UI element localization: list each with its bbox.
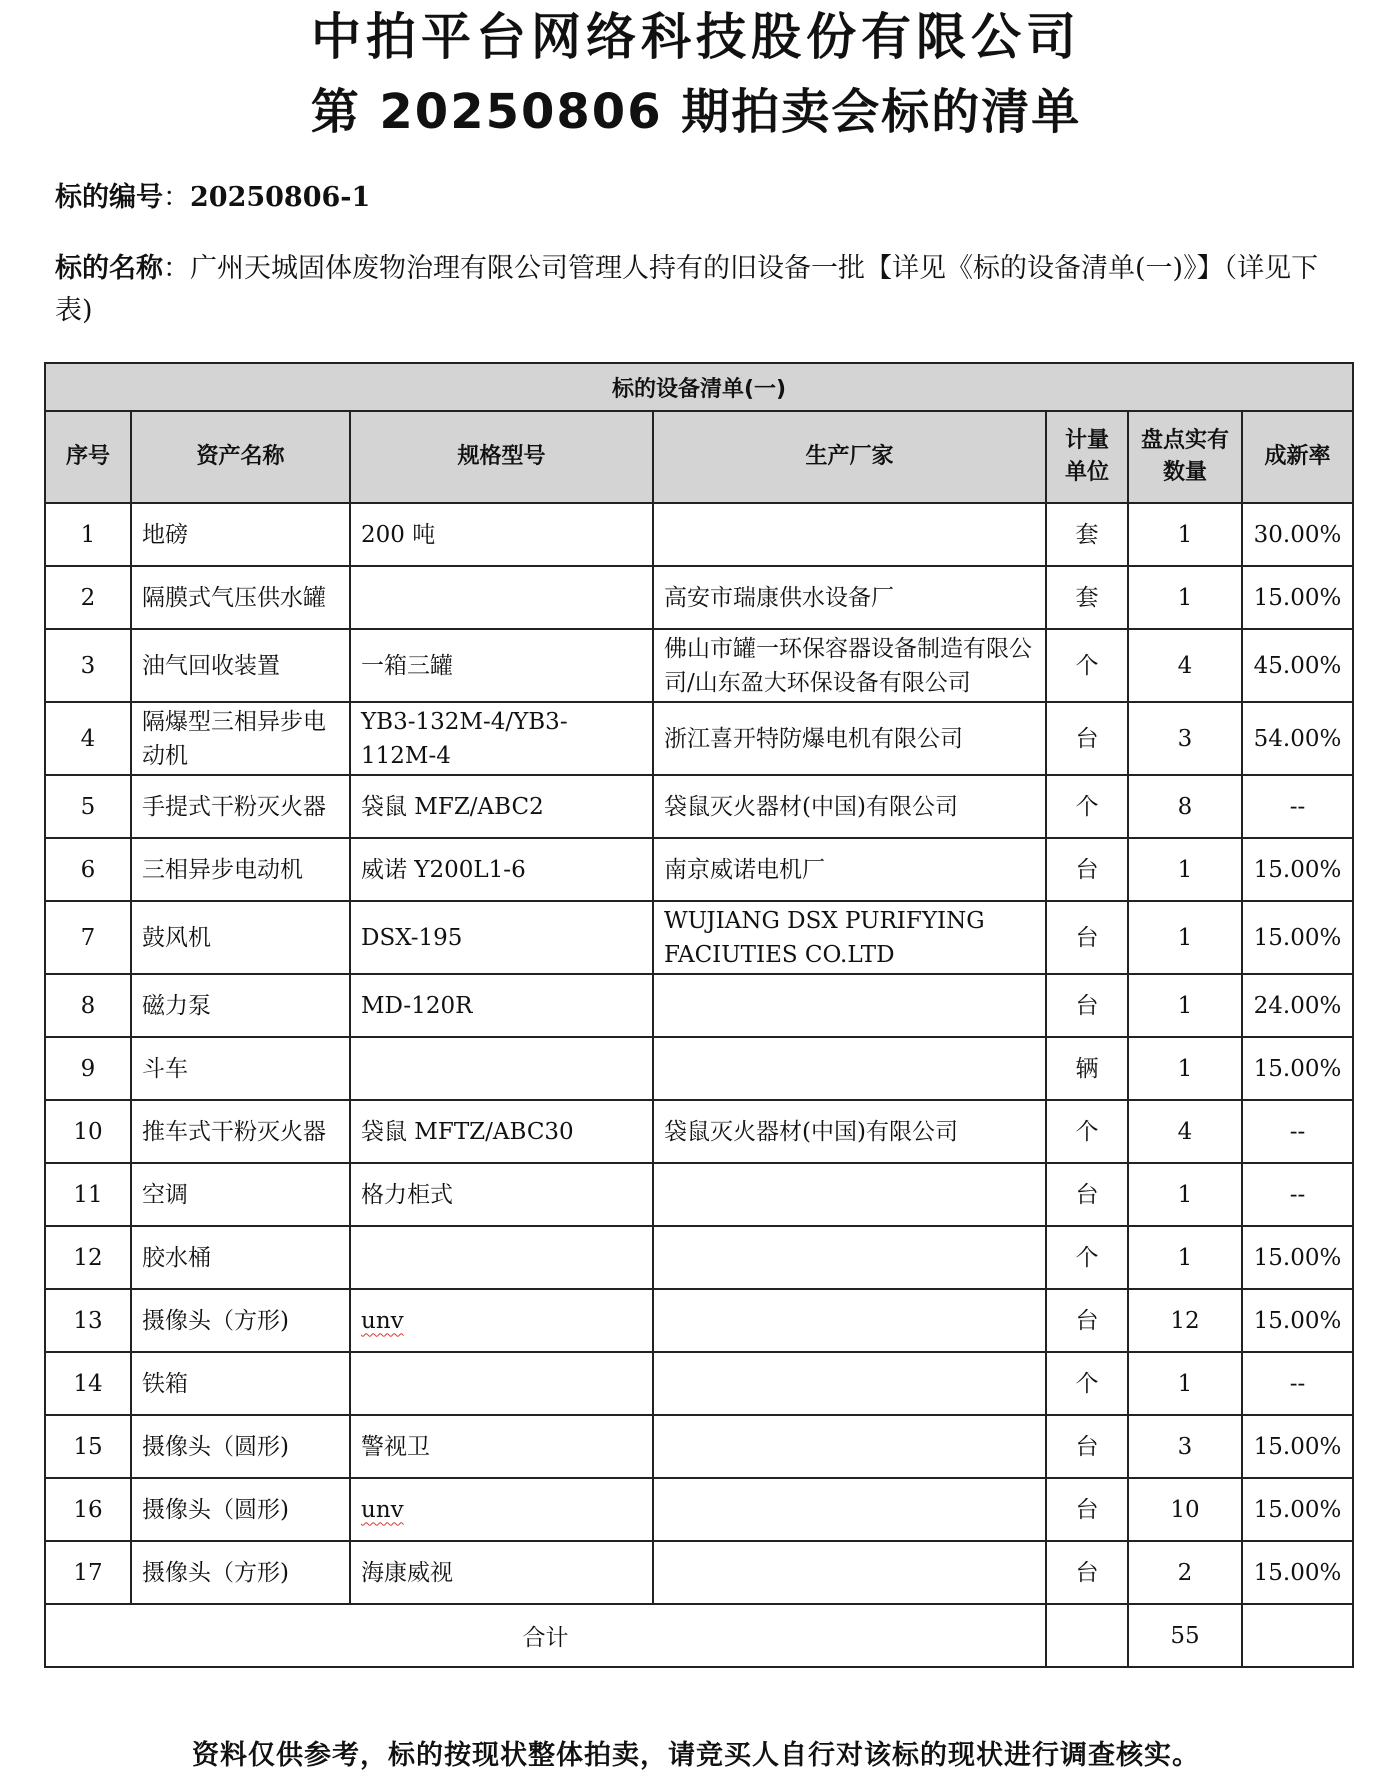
cell-qty: 1 — [1128, 1163, 1242, 1226]
cell-maker: WUJIANG DSX PURIFYING FACIUTIES CO.LTD — [653, 901, 1046, 974]
cell-qty: 2 — [1128, 1541, 1242, 1604]
cell-qty: 12 — [1128, 1289, 1242, 1352]
cell-maker — [653, 503, 1046, 566]
cell-qty: 3 — [1128, 1415, 1242, 1478]
cell-name: 铁箱 — [131, 1352, 350, 1415]
cell-model: 海康威视 — [350, 1541, 653, 1604]
cell-unit: 台 — [1046, 1163, 1128, 1226]
cell-rate: 15.00% — [1242, 1541, 1353, 1604]
cell-rate: 30.00% — [1242, 503, 1353, 566]
model-text: unv — [361, 1307, 404, 1334]
document-subtitle: 第 20250806 期拍卖会标的清单 — [310, 84, 1082, 140]
cell-maker: 佛山市罐一环保容器设备制造有限公司/山东盈大环保设备有限公司 — [653, 629, 1046, 702]
cell-rate: -- — [1242, 1163, 1353, 1226]
table-row — [45, 838, 1353, 901]
cell-name: 摄像头（圆形) — [131, 1415, 350, 1478]
cell-index: 11 — [45, 1163, 131, 1226]
cell-qty: 1 — [1128, 838, 1242, 901]
total-label: 合计 — [45, 1604, 1046, 1667]
cell-maker — [653, 1415, 1046, 1478]
cell-unit: 台 — [1046, 838, 1128, 901]
cell-maker — [653, 1352, 1046, 1415]
cell-unit: 台 — [1046, 1289, 1128, 1352]
cell-rate: 45.00% — [1242, 629, 1353, 702]
cell-index: 15 — [45, 1415, 131, 1478]
cell-unit: 辆 — [1046, 1037, 1128, 1100]
cell-qty: 3 — [1128, 702, 1242, 775]
cell-index: 3 — [45, 629, 131, 702]
cell-qty: 1 — [1128, 901, 1242, 974]
header-index: 序号 — [45, 411, 131, 503]
cell-name: 地磅 — [131, 503, 350, 566]
cell-index: 2 — [45, 566, 131, 629]
table-row — [45, 1163, 1353, 1226]
cell-maker: 袋鼠灭火器材(中国)有限公司 — [653, 1100, 1046, 1163]
table-row — [45, 901, 1353, 974]
cell-model: 袋鼠 MFTZ/ABC30 — [350, 1100, 653, 1163]
cell-name: 摄像头（圆形) — [131, 1478, 350, 1541]
header-qty: 盘点实有数量 — [1128, 411, 1242, 503]
cell-rate: -- — [1242, 1352, 1353, 1415]
cell-rate: 15.00% — [1242, 1478, 1353, 1541]
lot-name-value: 广州天城固体废物治理有限公司管理人持有的旧设备一批【详见《标的设备清单(一)》】（详见下表) — [55, 253, 1319, 326]
cell-rate: 15.00% — [1242, 901, 1353, 974]
cell-qty: 4 — [1128, 1100, 1242, 1163]
cell-unit: 个 — [1046, 775, 1128, 838]
lot-number-label: 标的编号 — [55, 182, 163, 213]
table-total-row — [45, 1604, 1353, 1667]
cell-model — [350, 1352, 653, 1415]
cell-index: 17 — [45, 1541, 131, 1604]
cell-name: 隔膜式气压供水罐 — [131, 566, 350, 629]
lot-number-sep: ： — [163, 182, 190, 213]
cell-rate: 15.00% — [1242, 838, 1353, 901]
cell-maker — [653, 1478, 1046, 1541]
cell-qty: 4 — [1128, 629, 1242, 702]
cell-index: 12 — [45, 1226, 131, 1289]
cell-rate: -- — [1242, 1100, 1353, 1163]
lot-name-label: 标的名称 — [55, 253, 163, 284]
cell-unit: 个 — [1046, 1100, 1128, 1163]
cell-name: 三相异步电动机 — [131, 838, 350, 901]
lot-number — [55, 177, 1345, 219]
cell-name: 隔爆型三相异步电动机 — [131, 702, 350, 775]
cell-maker: 高安市瑞康供水设备厂 — [653, 566, 1046, 629]
header-name: 资产名称 — [131, 411, 350, 503]
header-rate: 成新率 — [1242, 411, 1353, 503]
cell-maker — [653, 1163, 1046, 1226]
table-row — [45, 1100, 1353, 1163]
cell-index: 1 — [45, 503, 131, 566]
cell-index: 14 — [45, 1352, 131, 1415]
cell-name: 摄像头（方形) — [131, 1541, 350, 1604]
cell-unit: 套 — [1046, 503, 1128, 566]
cell-model — [350, 1037, 653, 1100]
table-header-row — [45, 411, 1353, 503]
cell-index: 5 — [45, 775, 131, 838]
cell-rate: -- — [1242, 775, 1353, 838]
cell-name: 鼓风机 — [131, 901, 350, 974]
cell-rate: 15.00% — [1242, 1226, 1353, 1289]
cell-name: 胶水桶 — [131, 1226, 350, 1289]
table-row — [45, 1037, 1353, 1100]
header-maker: 生产厂家 — [653, 411, 1046, 503]
cell-rate: 15.00% — [1242, 1289, 1353, 1352]
cell-index: 7 — [45, 901, 131, 974]
cell-maker — [653, 1541, 1046, 1604]
cell-model — [350, 1289, 653, 1352]
cell-name: 推车式干粉灭火器 — [131, 1100, 350, 1163]
cell-model: DSX-195 — [350, 901, 653, 974]
cell-index: 4 — [45, 702, 131, 775]
cell-model — [350, 1226, 653, 1289]
cell-qty: 1 — [1128, 1226, 1242, 1289]
cell-name: 摄像头（方形) — [131, 1289, 350, 1352]
table-row — [45, 702, 1353, 775]
model-text: unv — [361, 1496, 404, 1523]
table-row — [45, 974, 1353, 1037]
cell-model: YB3-132M-4/YB3-112M-4 — [350, 702, 653, 775]
cell-unit: 个 — [1046, 1352, 1128, 1415]
table-row — [45, 1415, 1353, 1478]
lot-name — [55, 248, 1345, 332]
equipment-table — [44, 362, 1354, 1668]
cell-unit: 个 — [1046, 629, 1128, 702]
cell-maker: 南京威诺电机厂 — [653, 838, 1046, 901]
table-row — [45, 566, 1353, 629]
cell-unit: 台 — [1046, 901, 1128, 974]
table-caption: 标的设备清单(一) — [45, 363, 1353, 411]
document-title: 中拍平台网络科技股份有限公司 — [311, 8, 1081, 66]
cell-qty: 1 — [1128, 1037, 1242, 1100]
total-unit — [1046, 1604, 1128, 1667]
cell-model: 一箱三罐 — [350, 629, 653, 702]
total-rate — [1242, 1604, 1353, 1667]
cell-model: MD-120R — [350, 974, 653, 1037]
cell-rate: 54.00% — [1242, 702, 1353, 775]
cell-qty: 1 — [1128, 566, 1242, 629]
table-row — [45, 503, 1353, 566]
cell-model — [350, 566, 653, 629]
cell-qty: 1 — [1128, 1352, 1242, 1415]
cell-unit: 台 — [1046, 702, 1128, 775]
cell-index: 9 — [45, 1037, 131, 1100]
cell-model: 200 吨 — [350, 503, 653, 566]
cell-index: 10 — [45, 1100, 131, 1163]
cell-qty: 10 — [1128, 1478, 1242, 1541]
table-row — [45, 1226, 1353, 1289]
cell-index: 8 — [45, 974, 131, 1037]
header-model: 规格型号 — [350, 411, 653, 503]
cell-model: 袋鼠 MFZ/ABC2 — [350, 775, 653, 838]
cell-name: 油气回收装置 — [131, 629, 350, 702]
table-row — [45, 1352, 1353, 1415]
cell-model: 格力柜式 — [350, 1163, 653, 1226]
cell-unit: 台 — [1046, 1541, 1128, 1604]
cell-unit: 个 — [1046, 1226, 1128, 1289]
table-row — [45, 1541, 1353, 1604]
table-row — [45, 629, 1353, 702]
cell-maker — [653, 1289, 1046, 1352]
footer-note: 资料仅供参考，标的按现状整体拍卖，请竞买人自行对该标的现状进行调查核实。 — [192, 1740, 1200, 1771]
lot-name-sep: ： — [163, 253, 190, 284]
table-row — [45, 1289, 1353, 1352]
cell-rate: 24.00% — [1242, 974, 1353, 1037]
cell-maker — [653, 1226, 1046, 1289]
cell-name: 磁力泵 — [131, 974, 350, 1037]
cell-unit: 套 — [1046, 566, 1128, 629]
cell-rate: 15.00% — [1242, 1415, 1353, 1478]
cell-name: 手提式干粉灭火器 — [131, 775, 350, 838]
cell-qty: 1 — [1128, 974, 1242, 1037]
cell-model: 威诺 Y200L1-6 — [350, 838, 653, 901]
cell-name: 空调 — [131, 1163, 350, 1226]
cell-unit: 台 — [1046, 974, 1128, 1037]
header-unit: 计量单位 — [1046, 411, 1128, 503]
total-qty: 55 — [1128, 1604, 1242, 1667]
cell-maker — [653, 974, 1046, 1037]
lot-number-value: 20250806-1 — [190, 182, 371, 213]
cell-name: 斗车 — [131, 1037, 350, 1100]
cell-maker: 浙江喜开特防爆电机有限公司 — [653, 702, 1046, 775]
table-row — [45, 1478, 1353, 1541]
cell-index: 16 — [45, 1478, 131, 1541]
cell-maker — [653, 1037, 1046, 1100]
cell-model — [350, 1478, 653, 1541]
cell-qty: 1 — [1128, 503, 1242, 566]
cell-maker: 袋鼠灭火器材(中国)有限公司 — [653, 775, 1046, 838]
table-row — [45, 775, 1353, 838]
cell-index: 6 — [45, 838, 131, 901]
cell-rate: 15.00% — [1242, 1037, 1353, 1100]
cell-rate: 15.00% — [1242, 566, 1353, 629]
cell-unit: 台 — [1046, 1415, 1128, 1478]
cell-index: 13 — [45, 1289, 131, 1352]
cell-unit: 台 — [1046, 1478, 1128, 1541]
cell-qty: 8 — [1128, 775, 1242, 838]
cell-model: 警视卫 — [350, 1415, 653, 1478]
